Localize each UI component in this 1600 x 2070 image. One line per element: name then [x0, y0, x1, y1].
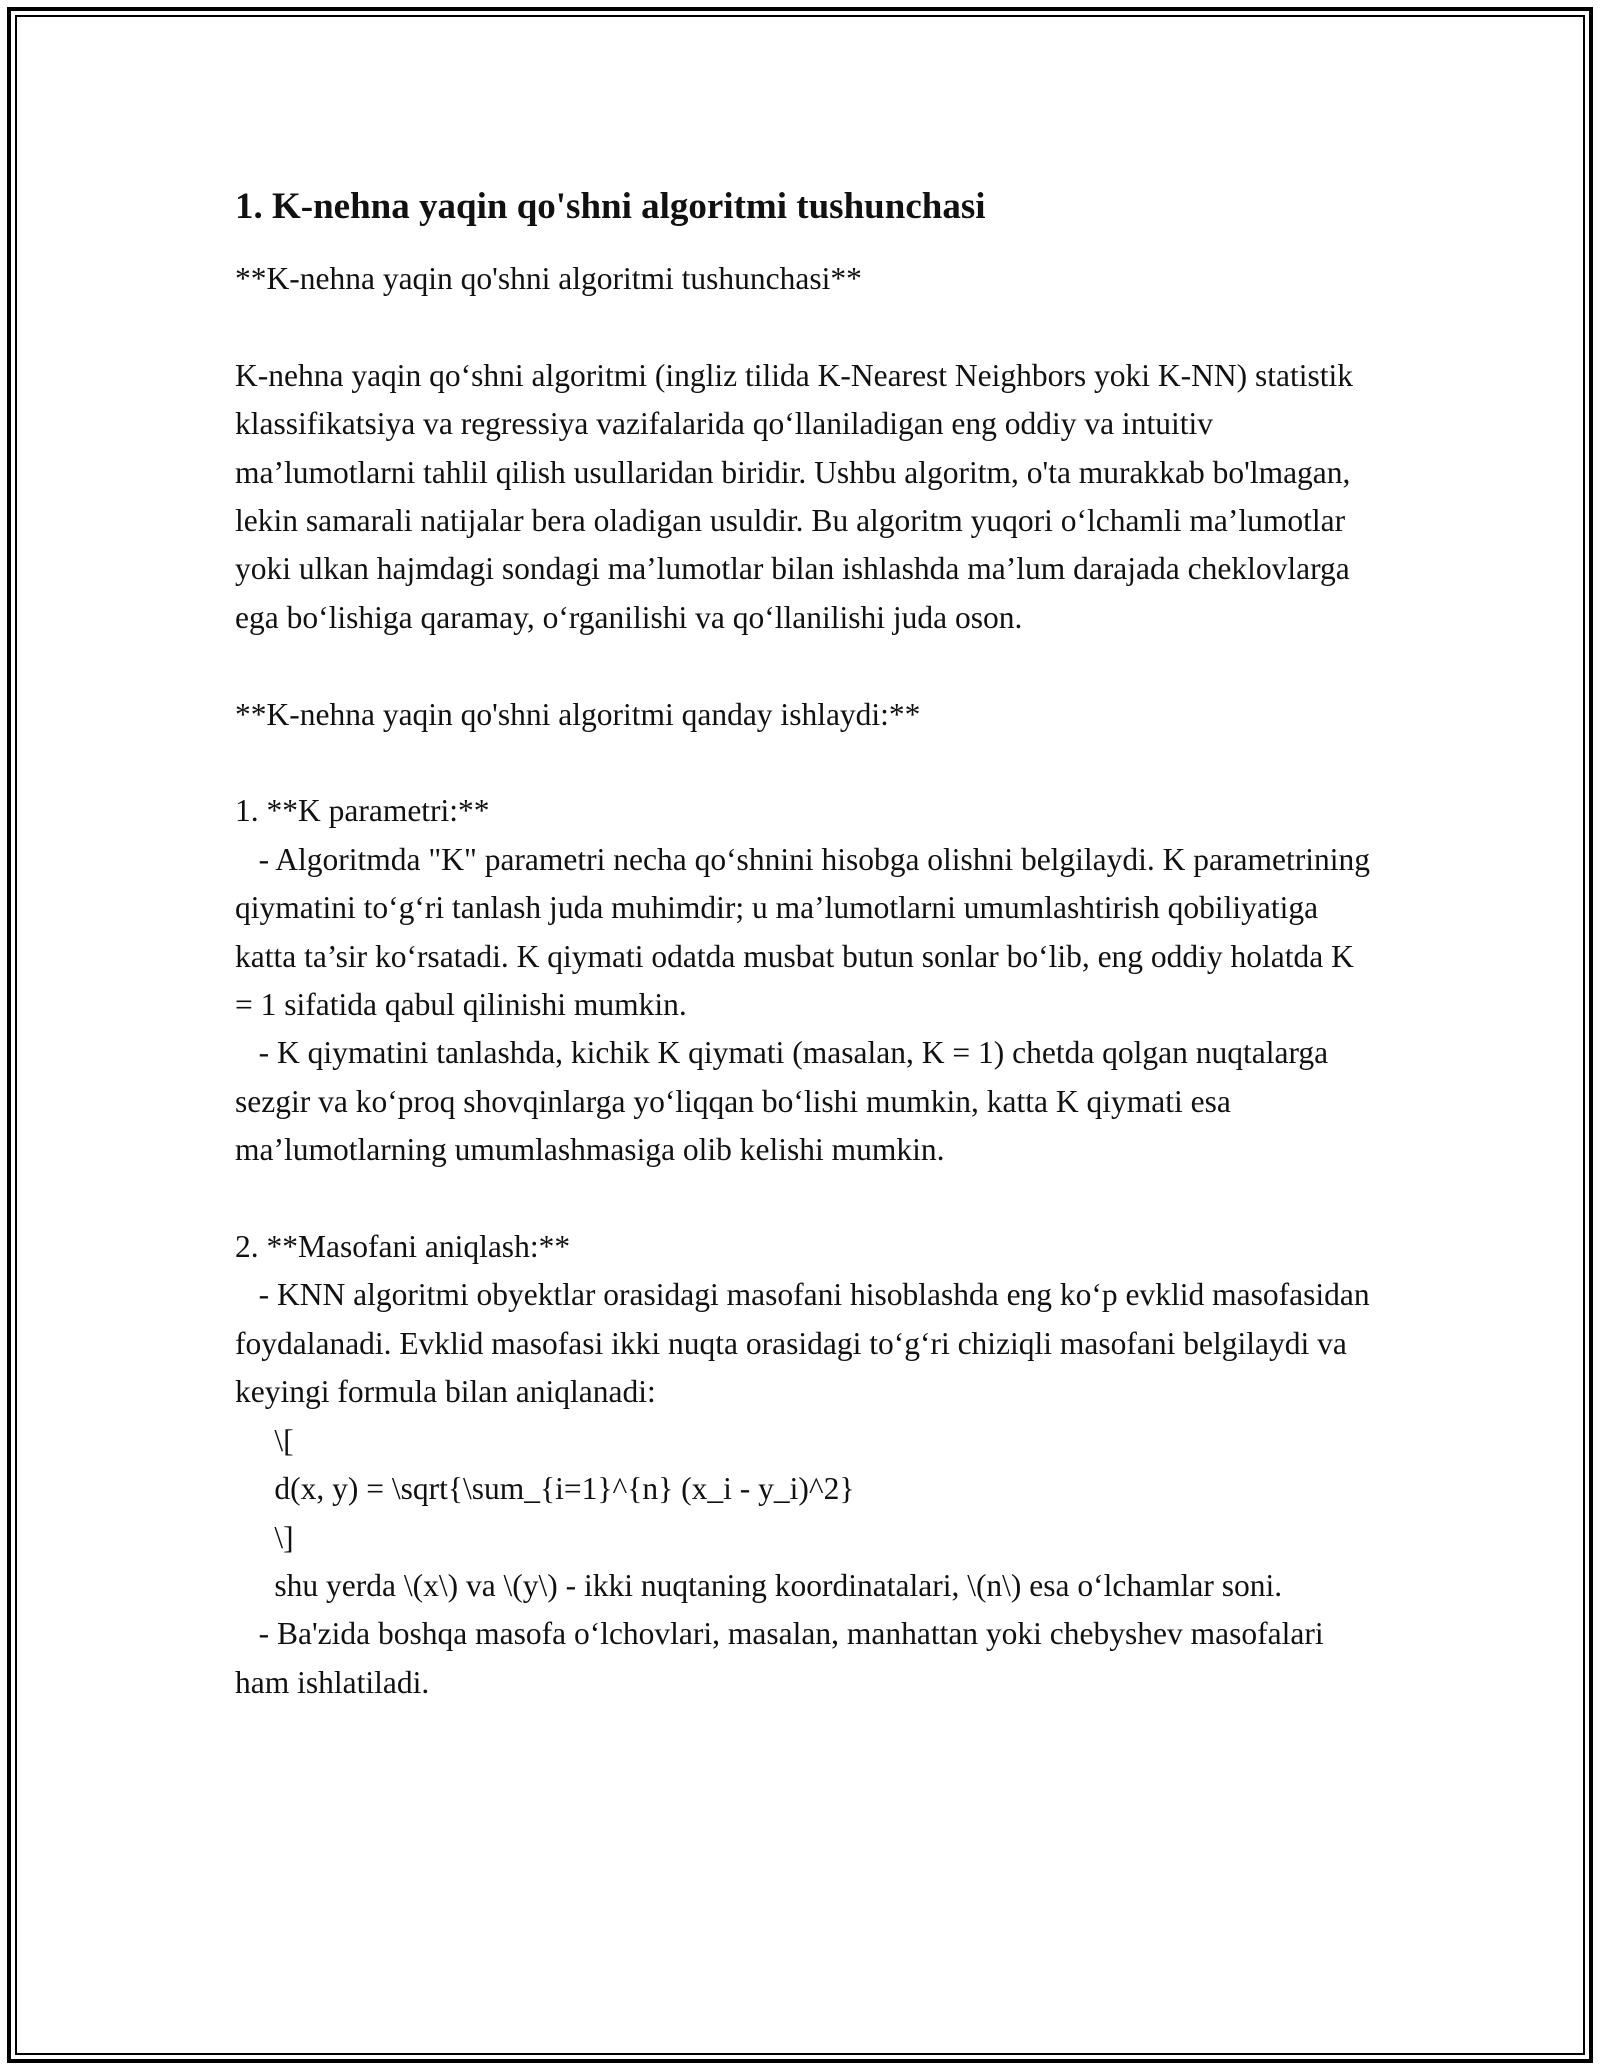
section2-title: 2. **Masofani aniqlash:**	[235, 1229, 571, 1265]
formula-close: \]	[235, 1519, 294, 1555]
section1-bullet2: - K qiymatini tanlashda, kichik K qiymati (masalan, K = 1) chetda qolgan nuqtalarga sezgir va ko‘proq shovqinlarga yo‘liqqan bo‘lishi mumkin, katta K qiymati esa ma’lumotlarning umumlashmasiga olib kelishi mumkin.	[235, 1035, 1337, 1168]
section2-bullet2: - Ba'zida boshqa masofa o‘lchovlari, masalan, manhattan yoki chebyshev masofalari ham ishlatiladi.	[235, 1616, 1332, 1700]
section2-bullet1: - KNN algoritmi obyektlar orasidagi masofani hisoblashda eng ko‘p evklid masofasidan foydalanadi. Evklid masofasi ikki nuqta orasidagi to‘g‘ri chiziqli masofani belgilaydi va keyingi formula bilan aniqlanadi:	[235, 1277, 1378, 1410]
paragraph-gap	[235, 1175, 1375, 1223]
intro-paragraph: K-nehna yaqin qo‘shni algoritmi (ingliz tilida K-Nearest Neighbors yoki K-NN) statistik klassifikatsiya va regressiya vazifalarida qo‘llaniladigan eng oddiy va intuitiv ma’lumotlarni tahlil qilish usullaridan biridir. Ushbu algoritm, o'ta murakkab bo'lmagan, lekin samarali natijalar bera oladigan usuldir. Bu algoritm yuqori o‘lchamli ma’lumotlar yoki ulkan hajmdagi sondagi ma’lumotlar bilan ishlashda ma’lum darajada cheklovlarga ega bo‘lishiga qaramay, o‘rganilishi va qo‘llanilishi juda oson.	[235, 357, 1361, 635]
formula-line: d(x, y) = \sqrt{\sum_{i=1}^{n} (x_i - y_i)^2}	[235, 1471, 855, 1507]
paragraph-gap	[235, 303, 1375, 351]
paragraph-gap	[235, 642, 1375, 690]
formula-open: \[	[235, 1422, 294, 1458]
paragraph-gap	[235, 739, 1375, 787]
document-content	[235, 185, 1378, 1707]
section1-bullet1: - Algoritmda "K" parametri necha qo‘shnini hisobga olishni belgilaydi. K parametrining qiymatini to‘g‘ri tanlash juda muhimdir; u ma’lumotlarni umumlashtirish qobiliyatiga katta ta’sir ko‘rsatadi. K qiymati odatda musbat butun sonlar bo‘lib, eng oddiy holatda K = 1 sifatida qabul qilinishi mumkin.	[235, 841, 1378, 1023]
subheading-text: **K-nehna yaqin qo'shni algoritmi tushunchasi**	[235, 261, 862, 296]
formula-explanation: shu yerda \(x\) va \(y\) - ikki nuqtaning koordinatalari, \(n\) esa o‘lchamlar soni.	[235, 1567, 1283, 1603]
how-it-works-heading: **K-nehna yaqin qo'shni algoritmi qanday ishlaydi:**	[235, 696, 921, 732]
document-heading: 1. K-nehna yaqin qo'shni algoritmi tushunchasi	[235, 186, 986, 227]
section1-title: 1. **K parametri:**	[235, 793, 490, 829]
